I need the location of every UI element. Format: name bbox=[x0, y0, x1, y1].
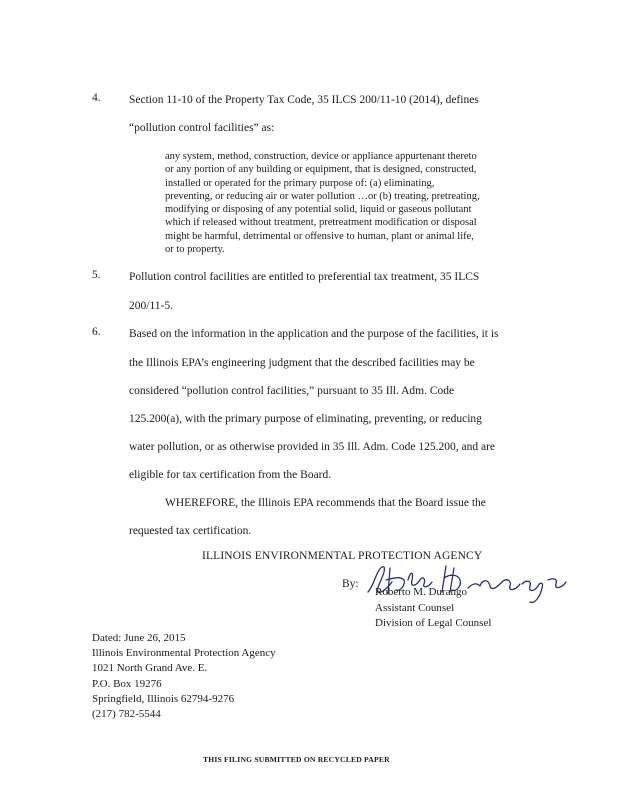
statutory-quote bbox=[165, 150, 530, 256]
signatory-block bbox=[375, 585, 491, 632]
signatory-division: Division of Legal Counsel bbox=[375, 617, 492, 629]
agency-name-line: Illinois Environmental Protection Agency bbox=[92, 647, 276, 660]
item-5-line-1: Pollution control facilities are entitled to preferential tax treatment, 35 ILCS bbox=[129, 271, 480, 283]
street-address-line: 1021 North Grand Ave. E. bbox=[92, 662, 208, 675]
item-5-line-2: 200/11-5. bbox=[129, 300, 173, 312]
po-box-line: P.O. Box 19276 bbox=[92, 677, 162, 690]
item-number-4: 4. bbox=[92, 92, 101, 104]
footer-recycled-paper: THIS FILING SUBMITTED ON RECYCLED PAPER bbox=[203, 755, 390, 764]
dated-line: Dated: June 26, 2015 bbox=[92, 632, 186, 644]
item-6-line-6: eligible for tax certification from the Board. bbox=[129, 469, 332, 481]
by-label: By: bbox=[342, 578, 359, 590]
item-number-5: 5. bbox=[92, 269, 101, 281]
quote-line: or to property. bbox=[165, 244, 225, 256]
item-6-line-1: Based on the information in the application and the purpose of the facilities, it is bbox=[129, 328, 499, 340]
wherefore-line-2: requested tax certification. bbox=[129, 525, 252, 537]
quote-line: which if released without treatment, pretreatment modification or disposal bbox=[165, 217, 477, 229]
item-6-line-2: the Illinois EPA’s engineering judgment that the described facilities may be bbox=[129, 357, 475, 369]
item-number-6: 6. bbox=[92, 326, 101, 338]
dated-address-block bbox=[92, 631, 276, 722]
item-6-line-4: 125.200(a), with the primary purpose of eliminating, preventing, or reducing bbox=[129, 413, 482, 425]
item-4-line-2: “pollution control facilities” as: bbox=[129, 122, 275, 134]
quote-line: installed or operated for the primary purpose of: (a) eliminating, bbox=[165, 177, 435, 189]
item-6-line-5: water pollution, or as otherwise provided in 35 Ill. Adm. Code 125.200, and are bbox=[129, 441, 496, 453]
quote-line: preventing, or reducing air or water pollution …or (b) treating, pretreating, bbox=[165, 190, 480, 202]
quote-line: or any portion of any building or equipment, that is designed, constructed, bbox=[165, 164, 477, 176]
wherefore-line-1: WHEREFORE, the Illinois EPA recommends that the Board issue the bbox=[165, 497, 486, 509]
agency-heading: ILLINOIS ENVIRONMENTAL PROTECTION AGENCY bbox=[202, 550, 483, 562]
quote-line: might be harmful, detrimental or offensive to human, plant or animal life, bbox=[165, 230, 474, 242]
quote-line: modifying or disposing of any potential solid, liquid or gaseous pollutant bbox=[165, 204, 472, 216]
item-4-line-1: Section 11-10 of the Property Tax Code, 35 ILCS 200/11-10 (2014), defines bbox=[129, 94, 479, 106]
signatory-title: Assistant Counsel bbox=[375, 601, 455, 614]
city-state-zip-line: Springfield, Illinois 62794-9276 bbox=[92, 692, 235, 705]
signatory-name: Roberto M. Durango bbox=[375, 586, 467, 598]
item-6-line-3: considered “pollution control facilities,” pursuant to 35 Ill. Adm. Code bbox=[129, 385, 455, 397]
phone-line: (217) 782-5544 bbox=[92, 708, 161, 721]
quote-line: any system, method, construction, device or appliance appurtenant thereto bbox=[165, 151, 477, 162]
